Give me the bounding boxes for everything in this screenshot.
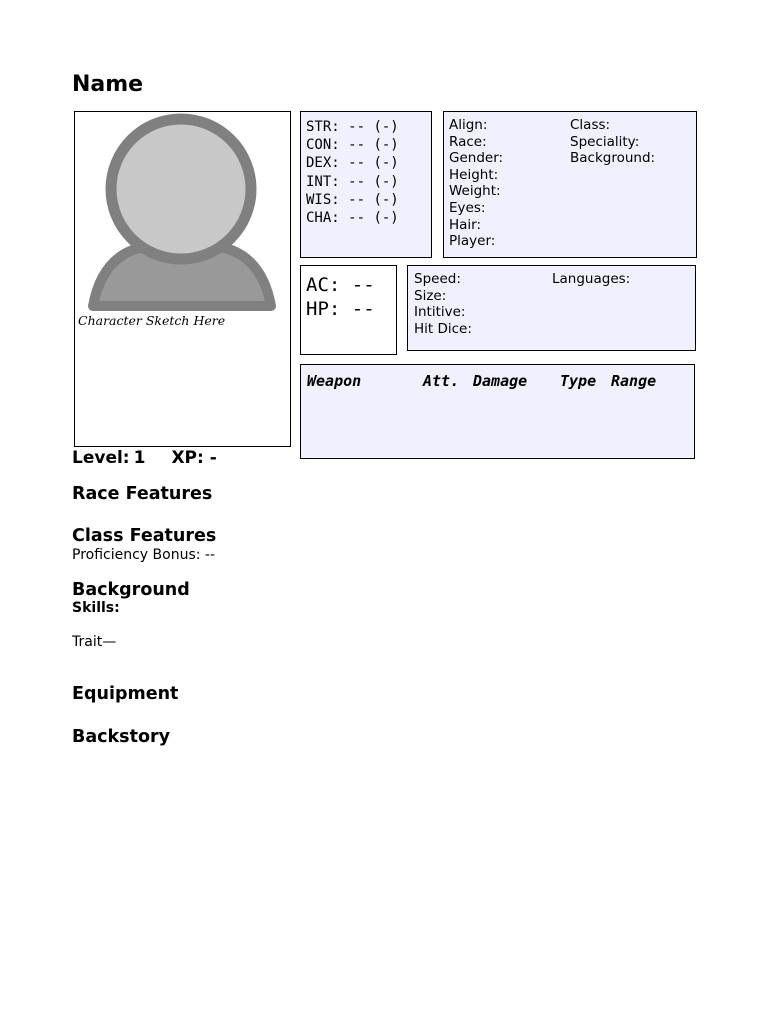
field-align[interactable]: Align: [449,117,488,133]
proficiency-bonus[interactable]: Proficiency Bonus: -- [72,547,216,563]
field-weight[interactable]: Weight: [449,183,501,200]
character-sketch-box[interactable] [74,111,291,447]
ability-row-str[interactable]: STR: -- (-) [306,119,399,135]
header-attack: Att. [423,372,460,390]
level-value[interactable]: 1 [133,448,146,468]
ability-modifier: (-) [373,137,399,154]
stats-right-column [552,271,630,288]
level-xp-line [72,448,217,468]
identity-left-column [449,117,503,250]
field-eyes[interactable]: Eyes: [449,199,486,216]
ability-modifier: (-) [373,173,399,190]
trait-label[interactable]: Trait— [72,634,117,650]
ability-modifier: (-) [373,155,399,172]
ability-row-dex[interactable]: DEX: -- (-) [306,155,399,172]
field-gender[interactable]: Gender: [449,150,504,167]
ability-row-con[interactable]: CON: -- (-) [306,137,399,154]
ability-row-cha[interactable]: CHA: -- (-) [306,210,399,227]
class-features-heading: Class Features [72,526,217,546]
field-languages[interactable]: Languages: [552,271,631,287]
ability-value: -- [348,173,366,190]
ability-modifier: (-) [373,119,399,135]
stats-left-column [414,271,472,337]
hp-value: -- [351,298,375,320]
identity-panel [443,111,697,258]
xp-label: XP: [171,448,204,468]
xp-value[interactable]: - [209,448,217,468]
race-features-heading: Race Features [72,484,213,504]
ability-scores-panel [300,111,432,258]
field-hit-dice[interactable]: Hit Dice: [414,320,472,337]
equipment-heading: Equipment [72,684,179,704]
combat-panel [300,265,397,355]
ability-modifier: (-) [373,210,399,227]
hp-label: HP: [306,298,341,320]
person-silhouette-icon [75,112,290,446]
ability-row-wis[interactable]: WIS: -- (-) [306,191,399,208]
ability-value: -- [348,119,366,135]
ability-value: -- [348,210,366,227]
skills-label[interactable]: Skills: [72,600,120,616]
background-heading: Background [72,580,190,600]
field-speed[interactable]: Speed: [414,271,461,287]
field-height[interactable]: Height: [449,166,499,183]
level-label: Level: [72,448,130,468]
ac-label: AC: [306,274,341,296]
ability-label: CHA [306,210,332,227]
ability-label: INT [306,173,332,190]
ac-value: -- [351,274,375,296]
ability-label: CON [306,137,332,154]
hit-points-row[interactable] [306,297,396,321]
ability-modifier: (-) [373,191,399,208]
header-weapon: Weapon [307,372,362,390]
ability-label: WIS [306,191,332,208]
ability-row-int[interactable]: INT: -- (-) [306,173,399,190]
ability-label: STR [306,119,332,135]
ability-label: DEX [306,155,332,172]
character-name-title[interactable]: Name [72,72,144,97]
ability-value: -- [348,155,366,172]
header-type: Type [560,372,597,390]
weapons-table[interactable] [300,364,695,459]
field-size[interactable]: Size: [414,287,447,304]
field-initiative[interactable]: Intitive: [414,304,466,321]
header-range: Range [611,372,657,390]
movement-stats-panel [407,265,696,351]
header-damage: Damage [473,372,528,390]
field-race[interactable]: Race: [449,133,487,150]
field-player[interactable]: Player: [449,233,496,250]
armor-class-row[interactable] [306,273,396,297]
ability-value: -- [348,191,366,208]
ability-value: -- [348,137,366,154]
field-hair[interactable]: Hair: [449,216,482,233]
field-class[interactable]: Class: [570,117,611,133]
sketch-caption: Character Sketch Here [78,313,226,328]
field-background[interactable]: Background: [570,150,656,167]
field-speciality[interactable]: Speciality: [570,133,640,150]
backstory-heading: Backstory [72,727,171,747]
identity-right-column [570,117,655,167]
